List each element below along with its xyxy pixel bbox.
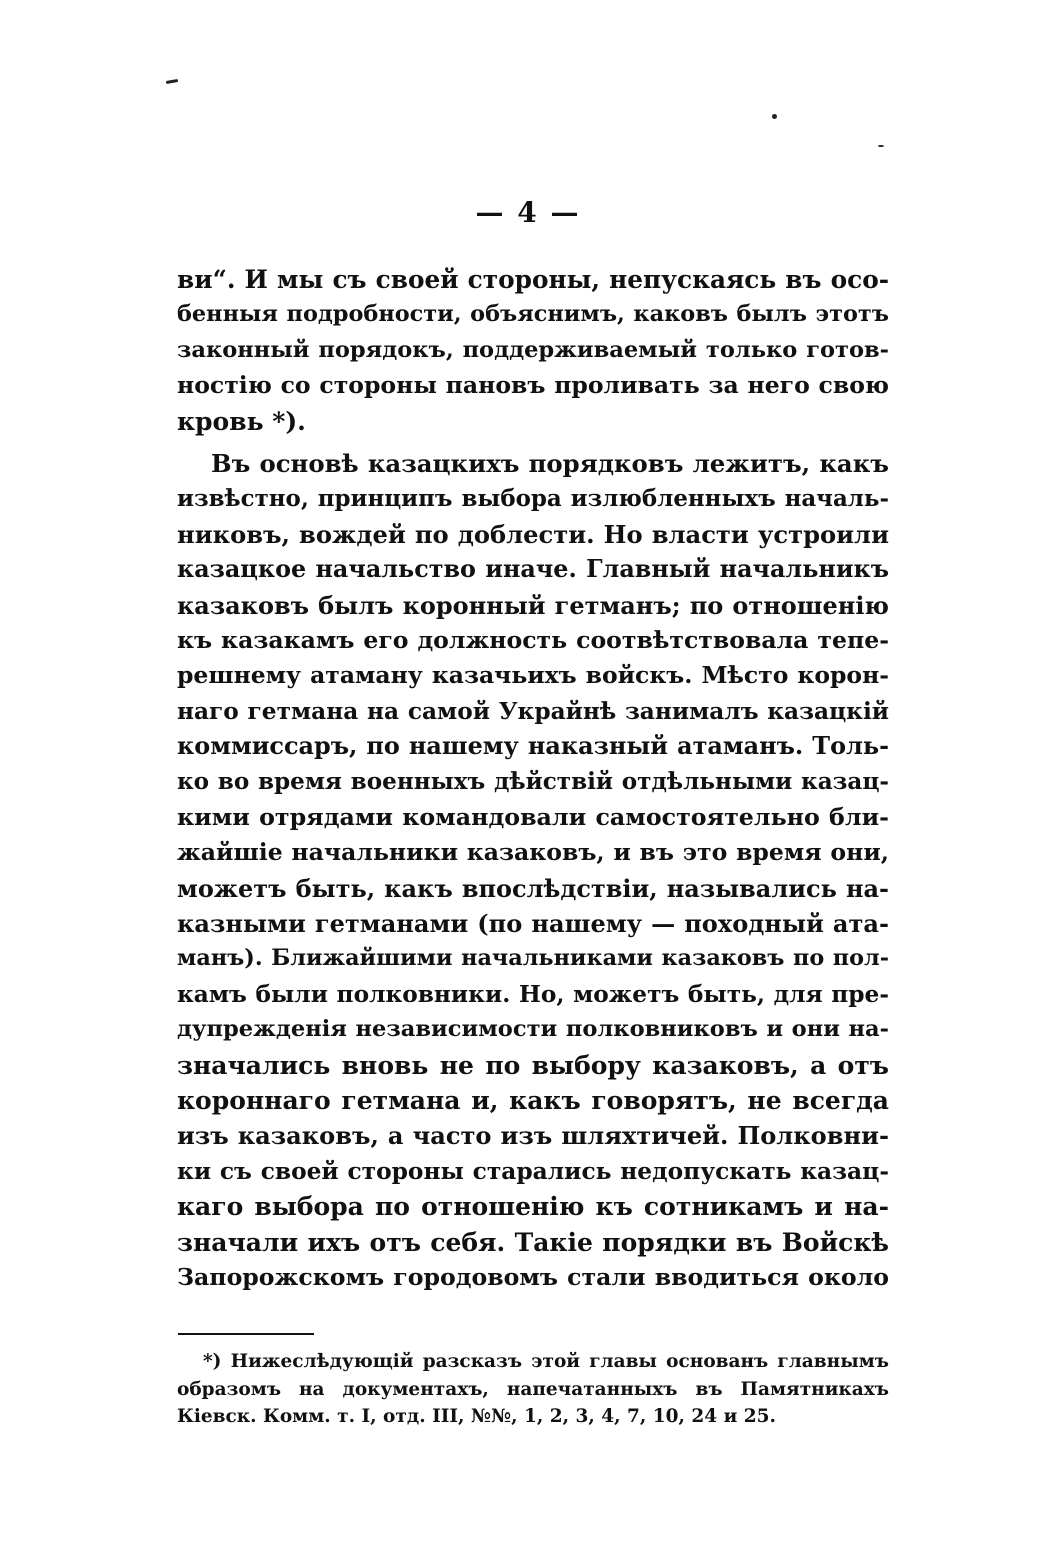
text-line: законный порядокъ, поддерживаемый только готов- — [177, 336, 889, 363]
text-line: дупрежденія независимости полковниковъ и они на- — [177, 1016, 889, 1043]
text-line: бенныя подробности, объяснимъ, каковъ былъ этотъ — [177, 301, 889, 328]
print-speck — [878, 145, 884, 147]
paragraph-gap — [177, 439, 889, 446]
text-line: короннаго гетмана и, какъ говорятъ, не всегда — [177, 1085, 889, 1115]
footnote-line: *) Нижеслѣдующій разсказъ этой главы основанъ главнымъ — [203, 1351, 889, 1372]
text-line: значались вновь не по выбору казаковъ, а отъ — [177, 1050, 889, 1080]
text-line: кими отрядами командовали самостоятельно бли- — [177, 802, 889, 831]
footnote — [177, 1348, 889, 1431]
print-speck — [166, 79, 178, 84]
text-line: никовъ, вождей по доблести. Но власти устроили — [177, 519, 889, 549]
text-line: жайшіе начальники казаковъ, и въ это время они, — [177, 838, 889, 867]
text-line: значали ихъ отъ себя. Такіе порядки въ Войскѣ — [177, 1227, 889, 1257]
text-line: изъ казаковъ, а часто изъ шляхтичей. Полковни- — [177, 1121, 889, 1151]
text-line: ностію со стороны пановъ проливать за него свою — [177, 371, 889, 400]
text-line: Запорожскомъ городовомъ стали вводиться около — [177, 1262, 889, 1291]
text-line: къ казакамъ его должность соотвѣтствовала тепе- — [177, 625, 889, 654]
text-line: казными гетманами (по нашему — походный ата- — [177, 909, 889, 939]
footnote-divider — [178, 1333, 314, 1335]
text-line: каго выбора по отношенію къ сотникамъ и на- — [177, 1192, 889, 1222]
text-line: ко во время военныхъ дѣйствій отдѣльными казац- — [177, 768, 889, 796]
text-line: манъ). Ближайшими начальниками казаковъ по пол- — [177, 945, 889, 972]
text-line: ви“. И мы съ своей стороны, непускаясь въ осо- — [177, 265, 889, 294]
text-line: коммиссаръ, по нашему наказный атаманъ. Толь- — [177, 732, 889, 761]
footnote-line: образомъ на документахъ, напечатанныхъ въ Памятникахъ — [177, 1378, 889, 1400]
text-line: казацкое начальство иначе. Главный начальникъ — [177, 555, 889, 584]
text-line: казаковъ былъ коронный гетманъ; по отношенію — [177, 590, 889, 620]
print-speck — [772, 114, 777, 119]
text-line: можетъ быть, какъ впослѣдствіи, назывались на- — [177, 873, 889, 903]
text-line: наго гетмана на самой Украйнѣ занималъ казацкій — [177, 697, 889, 725]
text-line: камъ были полковники. Но, можетъ быть, для пре- — [177, 980, 889, 1008]
text-line: кровь *). — [177, 406, 306, 436]
footnote-line: Кіевск. Комм. т. I, отд. III, №№, 1, 2, 3, 4, 7, 10, 24 и 25. — [177, 1406, 776, 1427]
text-line: извѣстно, принципъ выбора излюбленныхъ началь- — [177, 485, 889, 513]
page-number: — 4 — — [475, 196, 581, 229]
text-line: ки съ своей стороны старались недопускать казац- — [177, 1157, 889, 1185]
text-line: Въ основѣ казацкихъ порядковъ лежитъ, какъ — [211, 448, 889, 478]
text-line: решнему атаману казачьихъ войскъ. Мѣсто корон- — [177, 661, 889, 690]
body-text — [177, 262, 889, 1295]
